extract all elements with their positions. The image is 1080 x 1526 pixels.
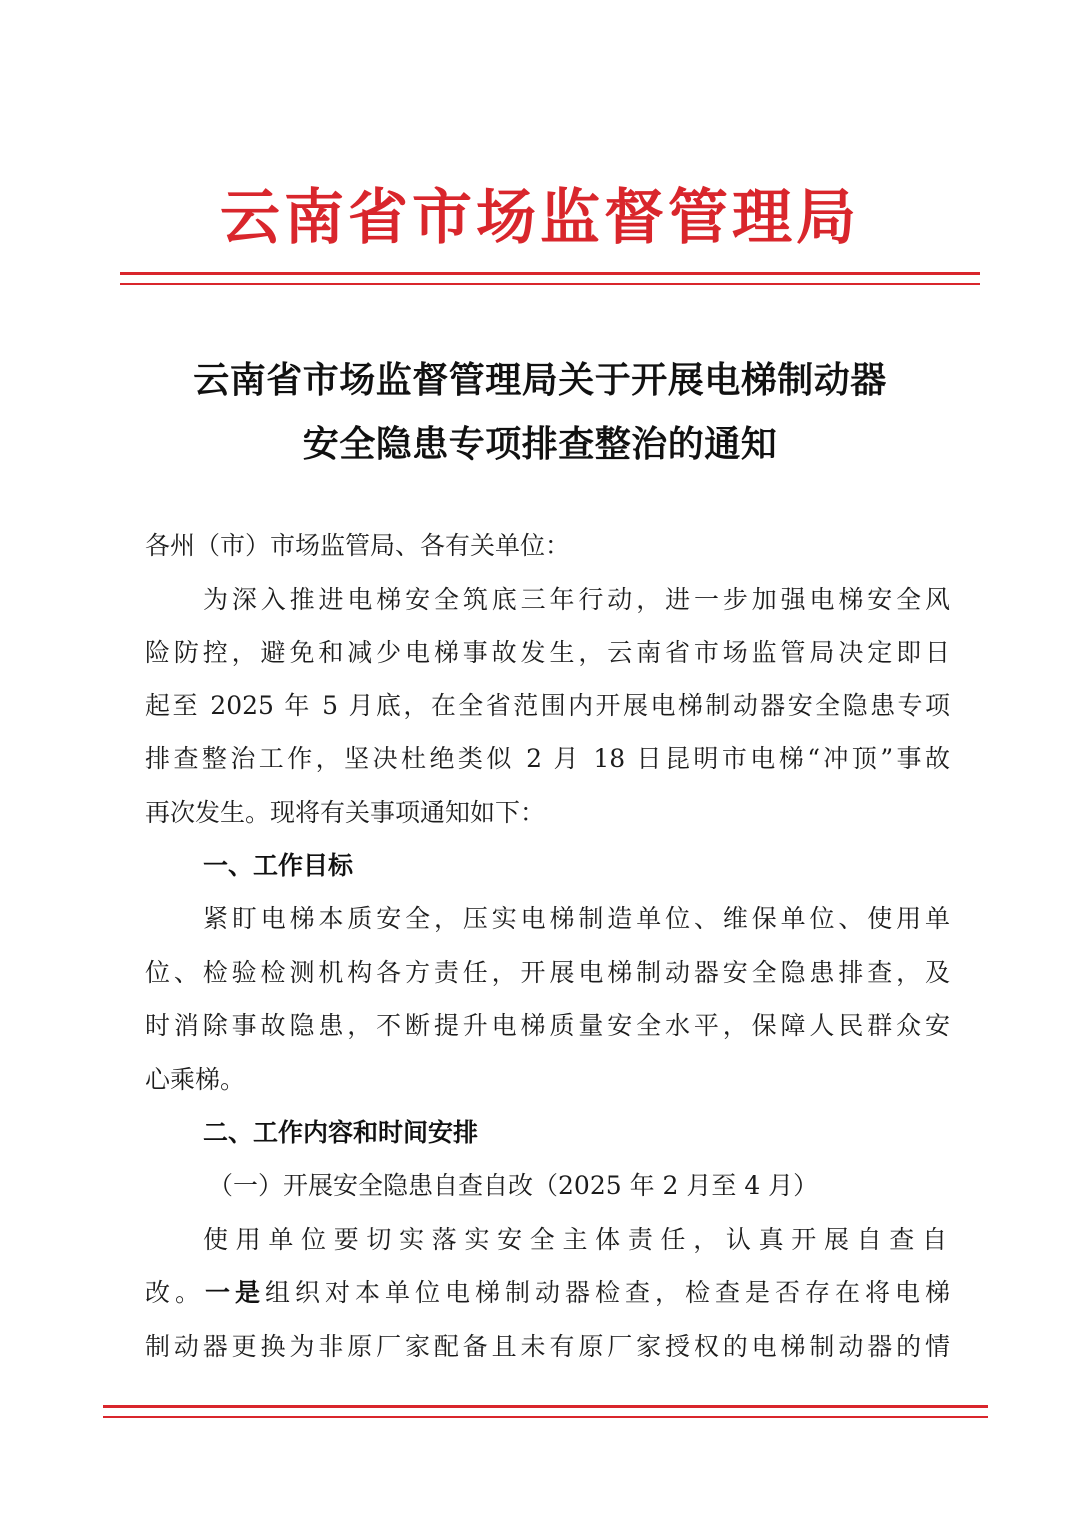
section-2-line-2-rest: 组织对本单位电梯制动器检查，检查是否存在将电梯 [265, 1278, 950, 1307]
section-1-line-2: 位、检验检测机构各方责任，开展电梯制动器安全隐患排查，及 [145, 958, 950, 987]
section-1-line-3: 时消除事故隐患，不断提升电梯质量安全水平，保障人民群众安 [145, 1011, 950, 1040]
intro-line-1: 为深入推进电梯安全筑底三年行动，进一步加强电梯安全风 [203, 585, 950, 614]
section-2-line-2 [145, 1273, 950, 1313]
section-1-heading: 一、工作目标 [203, 851, 354, 880]
section-1-line-4: 心乘梯。 [145, 1065, 246, 1094]
intro-line-2: 险防控，避免和减少电梯事故发生，云南省市场监管局决定即日 [145, 638, 950, 667]
section-2-heading: 二、工作内容和时间安排 [203, 1118, 479, 1147]
section-2-line-2-prefix: 改。 [145, 1278, 205, 1307]
salutation: 各州（市）市场监管局、各有关单位： [145, 531, 571, 560]
emphasis-first: 一是 [205, 1278, 265, 1307]
intro-line-3: 起至 2025 年 5 月底，在全省范围内开展电梯制动器安全隐患专项 [145, 691, 950, 720]
section-2-subheading-1: （一）开展安全隐患自查自改（2025 年 2 月至 4 月） [208, 1171, 819, 1200]
masthead-title: 云南省市场监督管理局 [220, 183, 860, 253]
document-title-line-2: 安全隐患专项排查整治的通知 [302, 424, 778, 465]
masthead-rule-thin [120, 283, 980, 285]
footer-rule-thin [103, 1416, 988, 1418]
document-title-line-1: 云南省市场监督管理局关于开展电梯制动器 [193, 360, 887, 401]
masthead-rule-thick [120, 272, 980, 275]
footer-rule-thick [103, 1405, 988, 1408]
section-2-line-1: 使用单位要切实落实安全主体责任，认真开展自查自 [203, 1225, 950, 1254]
intro-line-5: 再次发生。现将有关事项通知如下： [145, 798, 546, 827]
intro-line-4: 排查整治工作，坚决杜绝类似 2 月 18 日昆明市电梯“冲顶”事故 [145, 744, 950, 773]
section-1-line-1: 紧盯电梯本质安全，压实电梯制造单位、维保单位、使用单 [203, 904, 950, 933]
section-2-line-3: 制动器更换为非原厂家配备且未有原厂家授权的电梯制动器的情 [145, 1332, 950, 1361]
